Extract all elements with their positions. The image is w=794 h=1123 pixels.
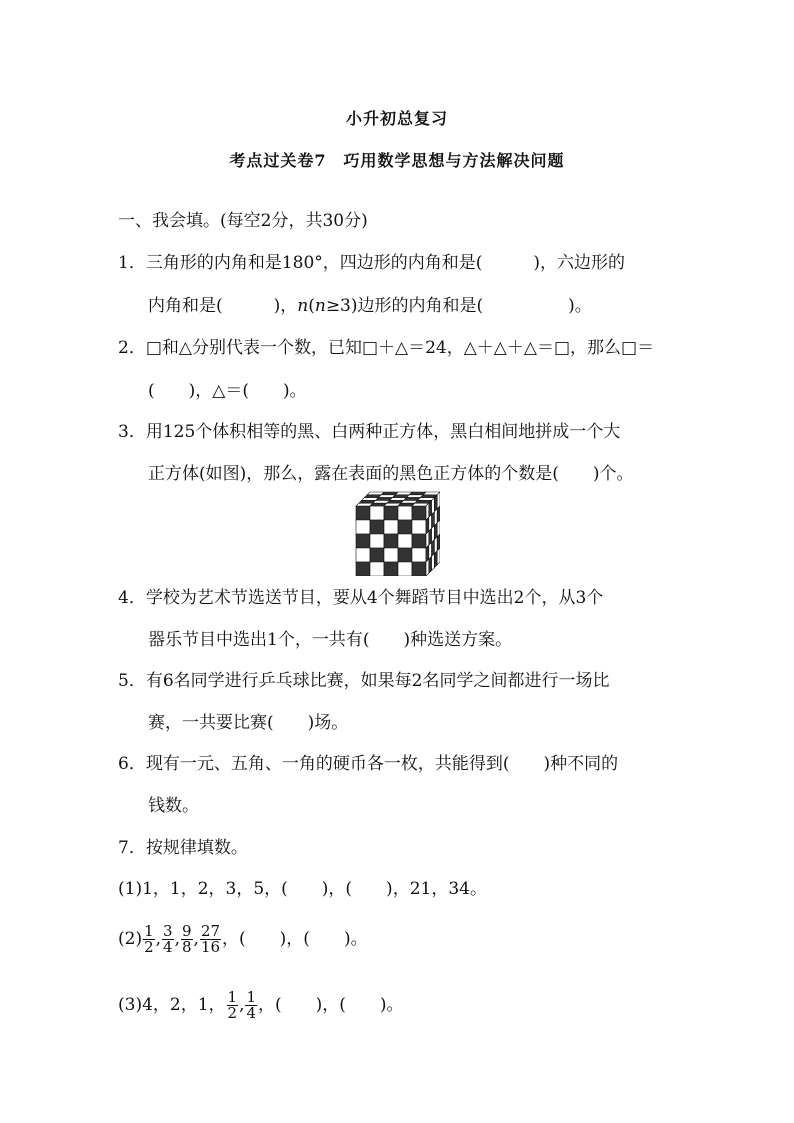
question-4-line-2: 器乐节目中选出1个，一共有( )种选送方案。 (148, 630, 513, 650)
worksheet-title: 小升初总复习 (345, 109, 448, 128)
fraction-denominator: 4 (163, 938, 173, 956)
sub-3-suffix: ，( )，( )。 (258, 995, 404, 1015)
fraction (200, 924, 221, 955)
variable-n: n (297, 296, 309, 316)
question-7-sub-2 (118, 924, 368, 955)
fraction-denominator: 2 (144, 938, 154, 956)
sub-3-prefix: (3)4，2，1， (118, 995, 226, 1015)
question-1-line-2 (148, 295, 592, 317)
fraction (143, 924, 155, 955)
fraction-numerator: 1 (144, 922, 154, 940)
question-1-text-c: ≥3)边形的内角和是( )。 (325, 296, 592, 316)
sub-2-fractions: $\frac{1}{2}$ , $\frac{3}{4}$ , $\frac{9}{8}$ , $\frac{27}{16}$ (144, 922, 221, 956)
question-2-line-1: 2．□和△分别代表一个数，已知□＋△＝24，△＋△＋△＝□，那么□＝ (118, 338, 655, 358)
question-4-line-1: 4．学校为艺术节选送节目，要从4个舞蹈节目中选出2个，从3个 (118, 588, 604, 608)
question-6-line-2: 钱数。 (148, 796, 199, 816)
question-3-line-2: 正方体(如图)，那么，露在表面的黑色正方体的个数是( )个。 (148, 464, 634, 484)
fraction-numerator: 1 (246, 988, 257, 1006)
worksheet-subtitle: 考点过关卷7 巧用数学思想与方法解决问题 (229, 151, 565, 170)
fraction (227, 990, 239, 1021)
question-1-line-1: 1．三角形的内角和是180°，四边形的内角和是( )，六边形的 (118, 253, 626, 273)
fraction-denominator: 16 (200, 938, 221, 956)
variable-n-2: n (314, 296, 326, 316)
sub-2-prefix: (2) (118, 929, 143, 949)
question-1-text-a: 内角和是( )， (148, 296, 298, 316)
sub-2-suffix: ，( )，( )。 (222, 929, 368, 949)
fraction-numerator: 9 (182, 922, 192, 940)
question-5-line-1: 5．有6名同学进行乒乓球比赛，如果每2名同学之间都进行一场比 (118, 671, 610, 691)
checkered-cube-icon (354, 490, 440, 576)
fraction-numerator: 3 (163, 922, 173, 940)
fraction (181, 924, 193, 955)
question-7-heading: 7．按规律填数。 (118, 838, 248, 858)
fraction-denominator: 4 (246, 1004, 257, 1022)
fraction-numerator: 1 (227, 988, 238, 1006)
fraction-numerator: 27 (200, 922, 221, 940)
question-7-sub-3 (118, 990, 404, 1021)
fraction (245, 990, 257, 1021)
sub-3-fractions: $\frac{1}{2}$ , $\frac{1}{4}$ (227, 988, 257, 1022)
fraction-denominator: 8 (182, 938, 192, 956)
question-7-sub-1: (1)1，1，2，3，5，( )，( )，21，34。 (118, 879, 487, 899)
section-heading: 一、我会填。(每空2分，共30分) (118, 211, 368, 231)
question-5-line-2: 赛，一共要比赛( )场。 (148, 713, 349, 733)
fraction (162, 924, 174, 955)
fraction-denominator: 2 (227, 1004, 238, 1022)
question-6-line-1: 6．现有一元、五角、一角的硬币各一枚，共能得到( )种不同的 (118, 754, 619, 774)
question-1-text-b: ( (308, 296, 315, 316)
question-2-line-2: ( )，△＝( )。 (148, 381, 307, 401)
question-3-line-1: 3．用125个体积相等的黑、白两种正方体，黑白相间地拼成一个大 (118, 422, 621, 442)
